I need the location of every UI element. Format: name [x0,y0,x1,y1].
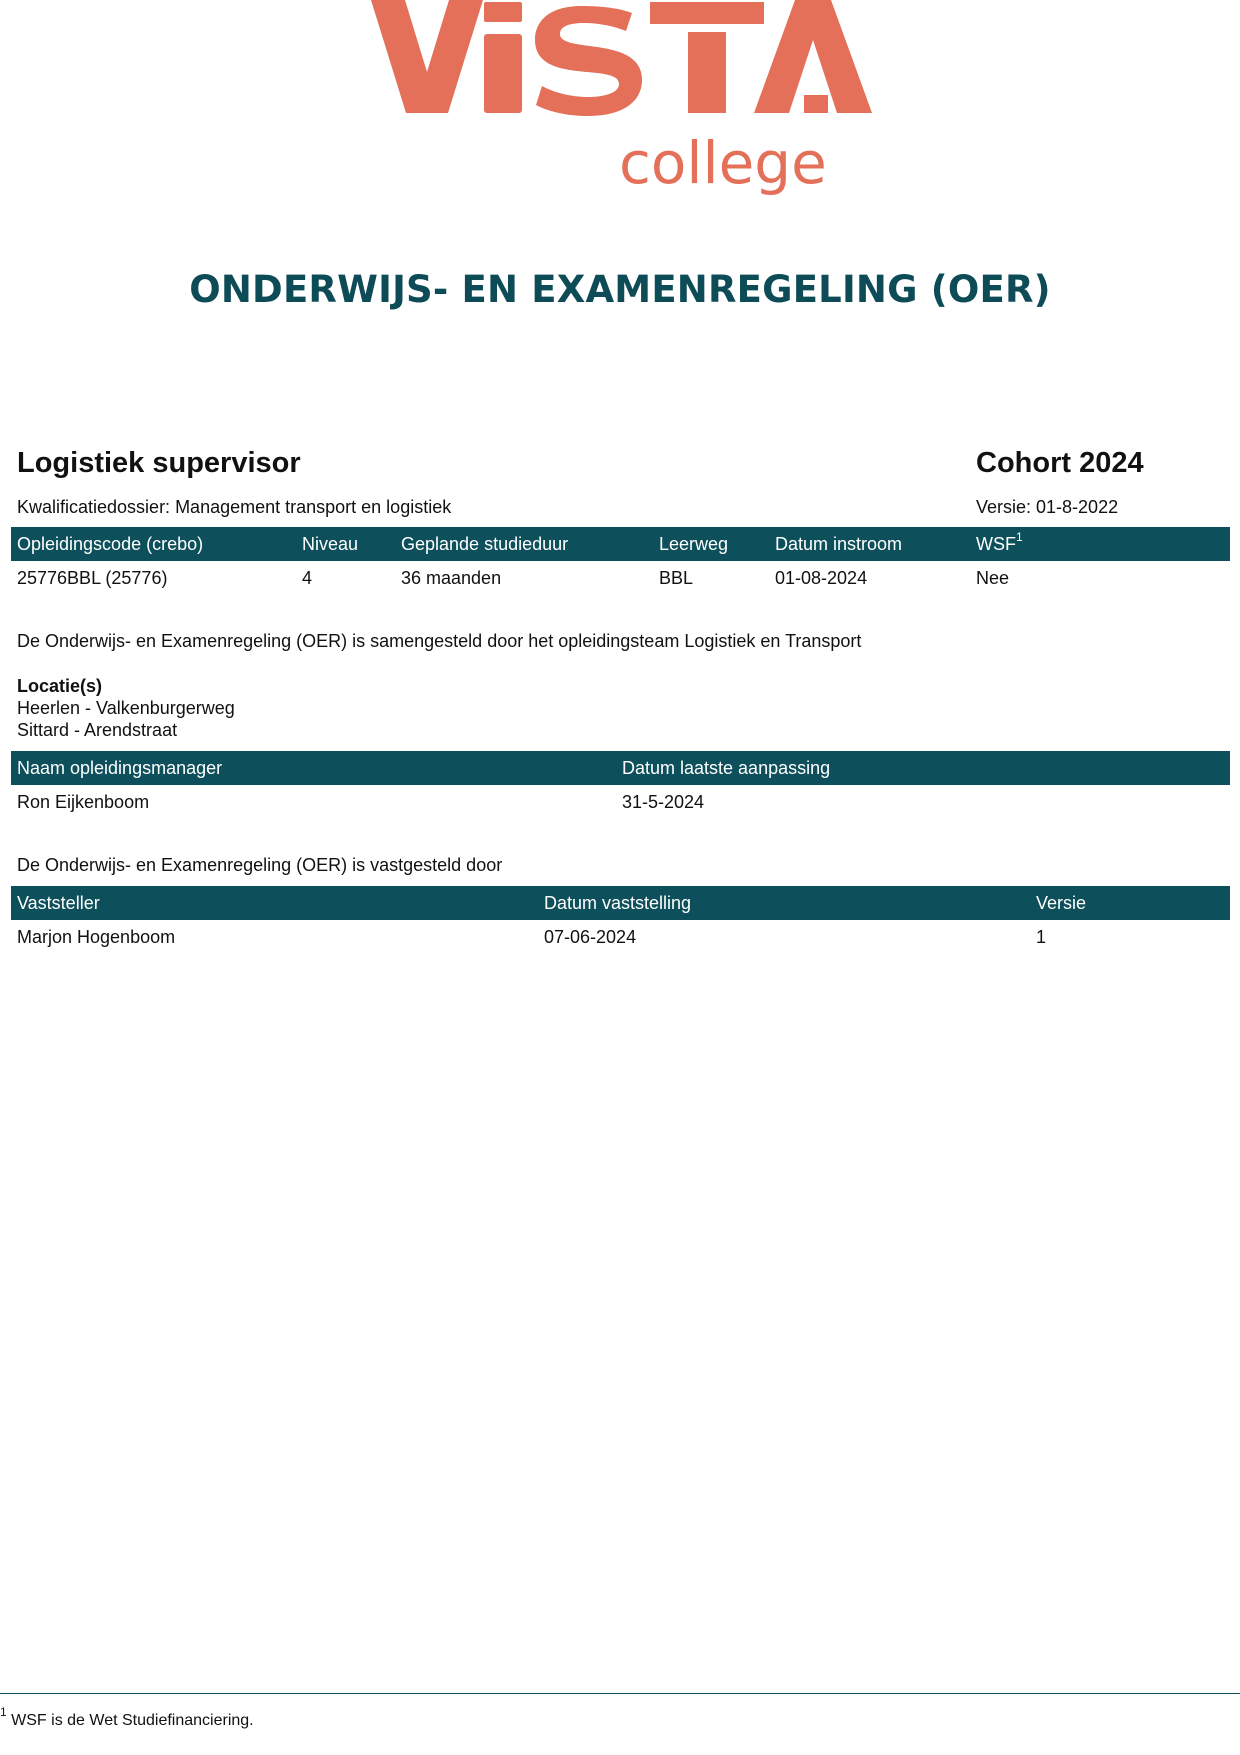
header-datum-instroom: Datum instroom [775,534,903,554]
vaststelling-table [11,886,1230,954]
footnote-text: WSF is de Wet Studiefinanciering. [11,1712,254,1729]
header-wsf-label: WSF [976,534,1016,554]
header-opleidingscode: Opleidingscode (crebo) [17,534,204,554]
vaststelling-table-header [11,886,1230,920]
footnote-number: 1 [0,1704,7,1719]
table-row [11,920,1230,954]
programme-table [11,527,1230,595]
table-row [11,561,1230,595]
header-datum-vaststelling: Datum vaststelling [544,893,692,913]
footnote [0,1704,254,1730]
cell-vaststeller: Marjon Hogenboom [17,927,176,947]
header-wsf [976,527,1023,561]
vista-college-logo [0,0,1240,215]
cell-datum-instroom: 01-08-2024 [775,568,868,588]
programme-table-header [11,527,1230,561]
manager-table [11,751,1230,819]
header-niveau: Niveau [302,534,359,554]
svg-text:college: college [619,129,827,197]
document-title: ONDERWIJS- EN EXAMENREGELING (OER) [189,268,1051,311]
header-versie: Versie [1036,893,1087,913]
table-row [11,785,1230,819]
header-leerweg: Leerweg [659,534,729,554]
kwalificatiedossier: Kwalificatiedossier: Management transport en logistiek [17,497,452,517]
version-label: Versie: 01-8-2022 [976,497,1119,517]
cell-studieduur: 36 maanden [401,568,502,588]
header-laatste-aanpassing: Datum laatste aanpassing [622,758,831,778]
vastgesteld-text: De Onderwijs- en Examenregeling (OER) is vastgesteld door [17,855,503,875]
locatie-item: Sittard - Arendstraat [17,720,178,740]
cell-datum-vaststelling: 07-06-2024 [544,927,637,947]
programme-name: Logistiek supervisor [17,447,301,479]
locaties-heading: Locatie(s) [17,676,103,696]
footnote-marker: 1 [1016,530,1023,544]
samengesteld-text: De Onderwijs- en Examenregeling (OER) is samengesteld door het opleidingsteam Logistiek en Transport [17,631,862,651]
manager-table-header [11,751,1230,785]
cell-laatste-aanpassing: 31-5-2024 [622,792,705,812]
cell-opleidingscode: 25776BBL (25776) [17,568,168,588]
cohort-label: Cohort 2024 [976,447,1144,479]
cell-manager: Ron Eijkenboom [17,792,150,812]
cell-leerweg: BBL [659,568,694,588]
cell-wsf: Nee [976,568,1010,588]
header-vaststeller: Vaststeller [17,893,100,913]
header-studieduur: Geplande studieduur [401,534,569,554]
cell-versie: 1 [1036,927,1047,947]
header-manager: Naam opleidingsmanager [17,758,223,778]
footnote-divider [0,1693,1240,1694]
cell-niveau: 4 [302,568,313,588]
locatie-item: Heerlen - Valkenburgerweg [17,698,235,718]
